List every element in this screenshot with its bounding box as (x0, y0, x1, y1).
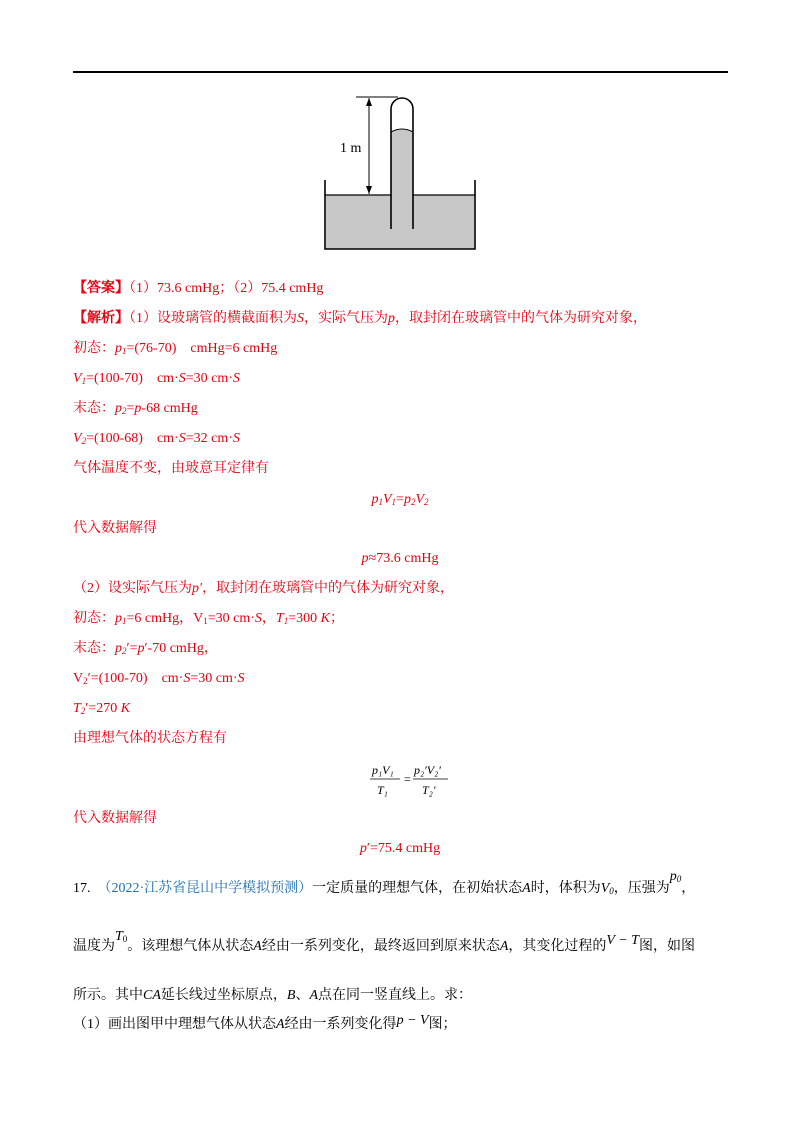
frac-right-denominator: T₂′ (422, 783, 436, 797)
result-2: p′=75.4 cmHg (359, 841, 441, 856)
substitute-line-2: 代入数据解得 (73, 811, 157, 826)
part2-initial-state: 初态：$p_1=6$ cmHg，$V_1=30$ cm·S，$T_1=300$ K； (73, 611, 344, 626)
initial-state-volume: $V_1=(100-70)$ cm·S=30 cm·S (73, 371, 240, 386)
state-equation-line: 由理想气体的状态方程有 (73, 731, 227, 746)
part2-final-temperature: $T_2'=270$ K (73, 701, 131, 716)
part2-final-pressure: 末态：$p_2'=p'-70$ cmHg， (73, 641, 218, 656)
mercury-column (391, 132, 413, 229)
question-17-line-2: 温度为$T_0$。该理想气体从状态A经由一系列变化，最终返回到原来状态A，其变化过程的V − T图，如图 (73, 929, 695, 954)
analysis-intro: 【解析】（1）设玻璃管的横截面积为S，实际气压为p，取封闭在玻璃管中的气体为研究对象， (73, 311, 647, 326)
answer-text: （1）73.6 cmHg；（2）75.4 cmHg (129, 281, 324, 296)
initial-state-pressure: 初态：$p_1=(76-70)$ cmHg=6 cmHg (73, 341, 278, 356)
result-1: p≈73.6 cmHg (361, 551, 439, 566)
frac-left-numerator: p₁V₁ (372, 763, 394, 777)
question-number: 17. (73, 881, 91, 896)
question-17-line-4: （1）画出图甲中理想气体从状态A经由一系列变化得p − V图； (73, 1013, 457, 1032)
frac-right-numerator: p₂′V₂′ (414, 763, 441, 777)
final-state-volume: $V_2=(100-68)$ cm·S=32 cm·S (73, 431, 240, 446)
frac-equals: = (404, 772, 411, 786)
answer-line (73, 280, 323, 298)
dimension-label: 1 m (340, 141, 362, 156)
question-17-line-3: 所示。其中CA延长线过坐标原点，B、A点在同一竖直线上。求： (73, 988, 473, 1003)
question-17-line-1: 17. （2022·江苏省昆山中学模拟预测）一定质量的理想气体，在初始状态A时，体积为$V_0$，压强为$p_0$， (73, 869, 696, 896)
part2-intro: （2）设实际气压为p′，取封闭在玻璃管中的气体为研究对象， (73, 581, 455, 596)
state-equation-fraction (370, 760, 450, 800)
final-state-pressure: 末态：$p_2=p-68$ cmHg (73, 401, 198, 416)
boyle-law-line: 气体温度不变，由玻意耳定律有 (73, 461, 269, 476)
substitute-line-1: 代入数据解得 (73, 521, 157, 536)
answer-tag: 【答案】 (73, 281, 129, 296)
part2-final-volume: $V_2'=(100-70)$ cm·S=30 cm·S (73, 671, 245, 686)
question-source: （2022·江苏省昆山中学模拟预测） (97, 881, 313, 896)
barometer-figure (320, 92, 480, 252)
frac-left-denominator: T₁ (377, 783, 388, 797)
top-rule (73, 71, 728, 73)
boyle-equation: $p_1V_1=p_2V_2$ (371, 492, 429, 507)
analysis-tag: 【解析】 (73, 311, 129, 326)
